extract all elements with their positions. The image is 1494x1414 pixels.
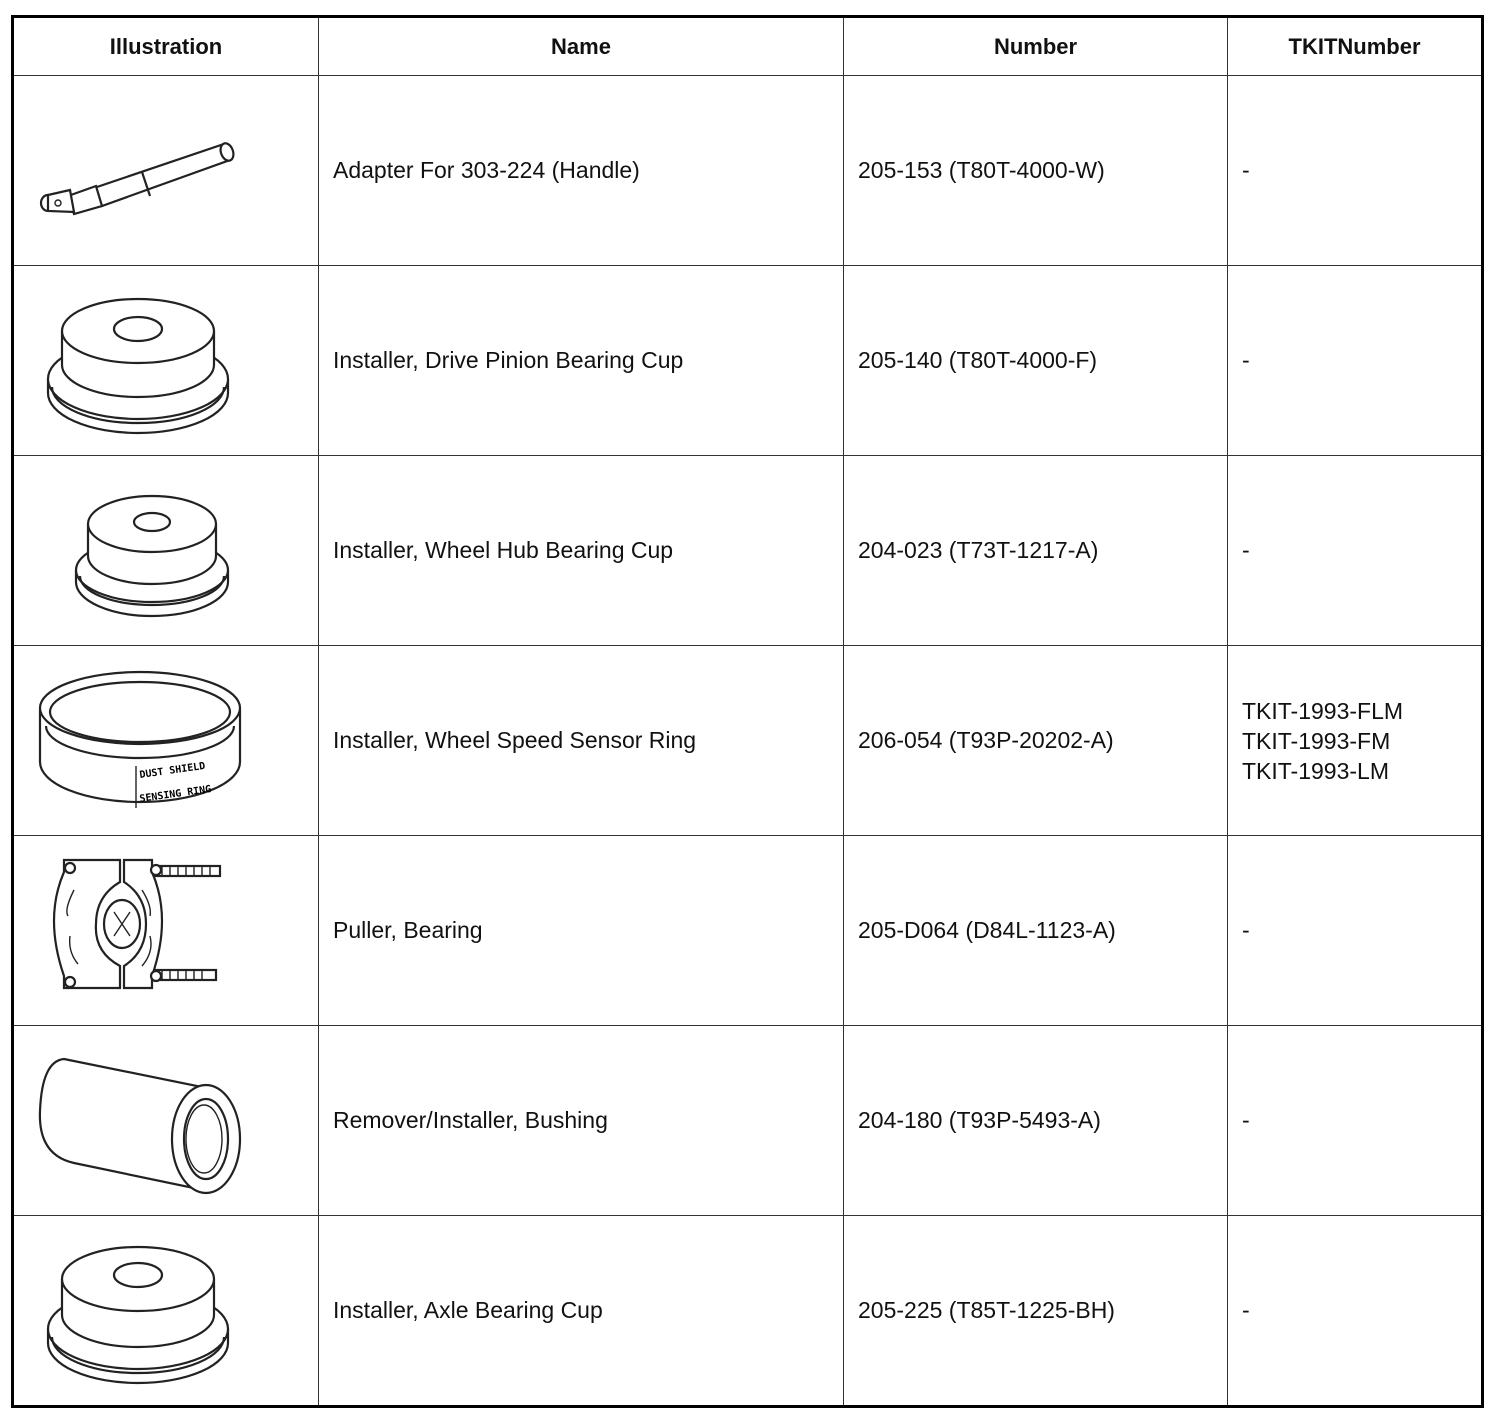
hub-cup-installer-icon (34, 476, 244, 626)
ring-label-dust-shield: DUST SHIELD (138, 760, 207, 781)
tool-name: Installer, Wheel Speed Sensor Ring (319, 646, 844, 836)
tkit-number: - (1228, 266, 1483, 456)
table-row (13, 1026, 1483, 1216)
tkit-line: TKIT-1993-FM (1242, 727, 1391, 754)
handle-adapter-icon (34, 126, 244, 216)
header-name: Name (319, 17, 844, 76)
header-illustration: Illustration (13, 17, 319, 76)
tool-number: 204-180 (T93P-5493-A) (844, 1026, 1228, 1216)
table-row (13, 76, 1483, 266)
tool-number: 205-D064 (D84L-1123-A) (844, 836, 1228, 1026)
tkit-line: TKIT-1993-FLM (1242, 697, 1404, 724)
bearing-puller-icon (34, 856, 244, 1006)
illustration-cell (13, 266, 319, 456)
tool-number: 205-225 (T85T-1225-BH) (844, 1216, 1228, 1407)
illustration-cell (13, 646, 319, 836)
tkit-number (1228, 646, 1483, 836)
table-row (13, 646, 1483, 836)
table-row (13, 456, 1483, 646)
table-row (13, 1216, 1483, 1407)
tool-name: Puller, Bearing (319, 836, 844, 1026)
illustration-cell (13, 1026, 319, 1216)
bushing-tool-icon (34, 1041, 244, 1201)
tkit-number: - (1228, 456, 1483, 646)
header-number: Number (844, 17, 1228, 76)
illustration-cell (13, 836, 319, 1026)
special-tools-table (11, 15, 1484, 1408)
sensor-ring-installer-icon (34, 666, 254, 816)
header-tkit-number: TKITNumber (1228, 17, 1483, 76)
header-row (13, 17, 1483, 76)
bearing-cup-installer-icon (34, 281, 244, 441)
tkit-number: - (1228, 1026, 1483, 1216)
illustration-cell (13, 456, 319, 646)
tool-name: Installer, Axle Bearing Cup (319, 1216, 844, 1407)
tool-name: Installer, Wheel Hub Bearing Cup (319, 456, 844, 646)
tkit-number: - (1228, 1216, 1483, 1407)
illustration-cell (13, 76, 319, 266)
tool-name: Remover/Installer, Bushing (319, 1026, 844, 1216)
tool-number: 204-023 (T73T-1217-A) (844, 456, 1228, 646)
tool-name: Adapter For 303-224 (Handle) (319, 76, 844, 266)
illustration-cell (13, 1216, 319, 1407)
tkit-number: - (1228, 76, 1483, 266)
ring-label-sensing-ring: SENSING RING (138, 783, 212, 805)
table-row (13, 836, 1483, 1026)
tool-number: 205-140 (T80T-4000-F) (844, 266, 1228, 456)
tkit-number: - (1228, 836, 1483, 1026)
tkit-line: TKIT-1993-LM (1242, 757, 1389, 784)
tool-number: 206-054 (T93P-20202-A) (844, 646, 1228, 836)
axle-cup-installer-icon (34, 1231, 244, 1391)
table-row (13, 266, 1483, 456)
tool-number: 205-153 (T80T-4000-W) (844, 76, 1228, 266)
tool-name: Installer, Drive Pinion Bearing Cup (319, 266, 844, 456)
